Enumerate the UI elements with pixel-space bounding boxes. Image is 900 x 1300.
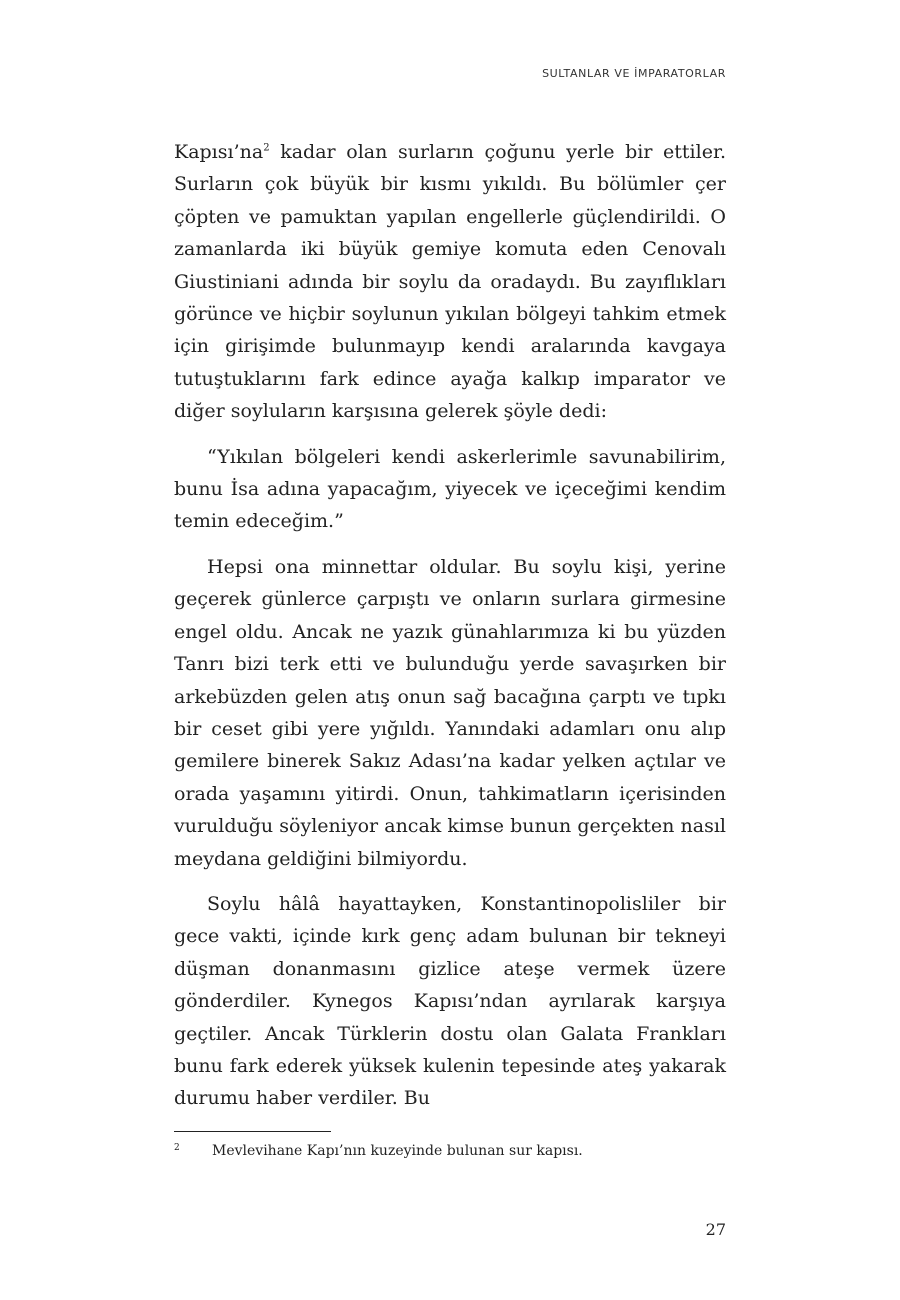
paragraph-1-rest: kadar olan surların çoğunu yerle bir ettiler. Surların çok büyük bir kısmı yıkıldı. Bu bölümler çer çöpten ve pamuktan yapılan engellerle güçlendirildi. O zamanlarda iki büyük gemiye komuta eden Cenovalı Giustiniani adında bir soylu da oradaydı. Bu zayıflıkları görünce ve hiçbir soylunun yıkılan bölgeyi tahkim etmek için girişimde bulunmayıp kendi aralarında kavgaya tutuştuklarını fark edince ayağa kalkıp imparator ve diğer soyluların karşısına gelerek şöyle dedi: <box>174 141 726 423</box>
paragraph-1-start: Kapısı’na <box>174 141 264 163</box>
footnote <box>174 1140 726 1162</box>
paragraph-1 <box>174 136 726 428</box>
footnote-divider <box>174 1131 331 1132</box>
running-header: SULTANLAR VE İMPARATORLAR <box>542 67 726 80</box>
footnote-text: Mevlevihane Kapı’nın kuzeyinde bulunan sur kapısı. <box>212 1143 583 1159</box>
paragraph-4: Soylu hâlâ hayattayken, Konstantinopolisliler bir gece vakti, içinde kırk genç adam bulunan bir tekneyi düşman donanmasını gizlice ateşe vermek üzere gönderdiler. Kynegos Kapısı’ndan ayrılarak karşıya geçtiler. Ancak Türklerin dostu olan Galata Frankları bunu fark ederek yüksek kulenin tepesinde ateş yakarak durumu haber verdiler. Bu <box>174 892 726 1110</box>
paragraph-2-quote: “Yıkılan bölgeleri kendi askerlerimle savunabilirim, bunu İsa adına yapacağım, yiyecek ve içeceğimi kendim temin edeceğim.” <box>174 445 726 533</box>
page-number: 27 <box>705 1220 726 1239</box>
paragraph-3: Hepsi ona minnettar oldular. Bu soylu kişi, yerine geçerek günlerce çarpıştı ve onların surlara girmesine engel oldu. Ancak ne yazık günahlarımıza ki bu yüzden Tanrı bizi terk etti ve bulunduğu yerde savaşırken bir arkebüzden gelen atış onun sağ bacağına çarptı ve tıpkı bir ceset gibi yere yığıldı. Yanındaki adamları onu alıp gemilere binerek Sakız Adası’na kadar yelken açtılar ve orada yaşamını yitirdi. Onun, tahkimatların içerisinden vurulduğu söyleniyor ancak kimse bunun gerçekten nasıl meydana geldiğini bilmiyordu. <box>174 555 726 870</box>
footnote-number: 2 <box>174 1143 180 1153</box>
body-text <box>174 136 726 1115</box>
footnote-reference: 2 <box>263 142 270 154</box>
